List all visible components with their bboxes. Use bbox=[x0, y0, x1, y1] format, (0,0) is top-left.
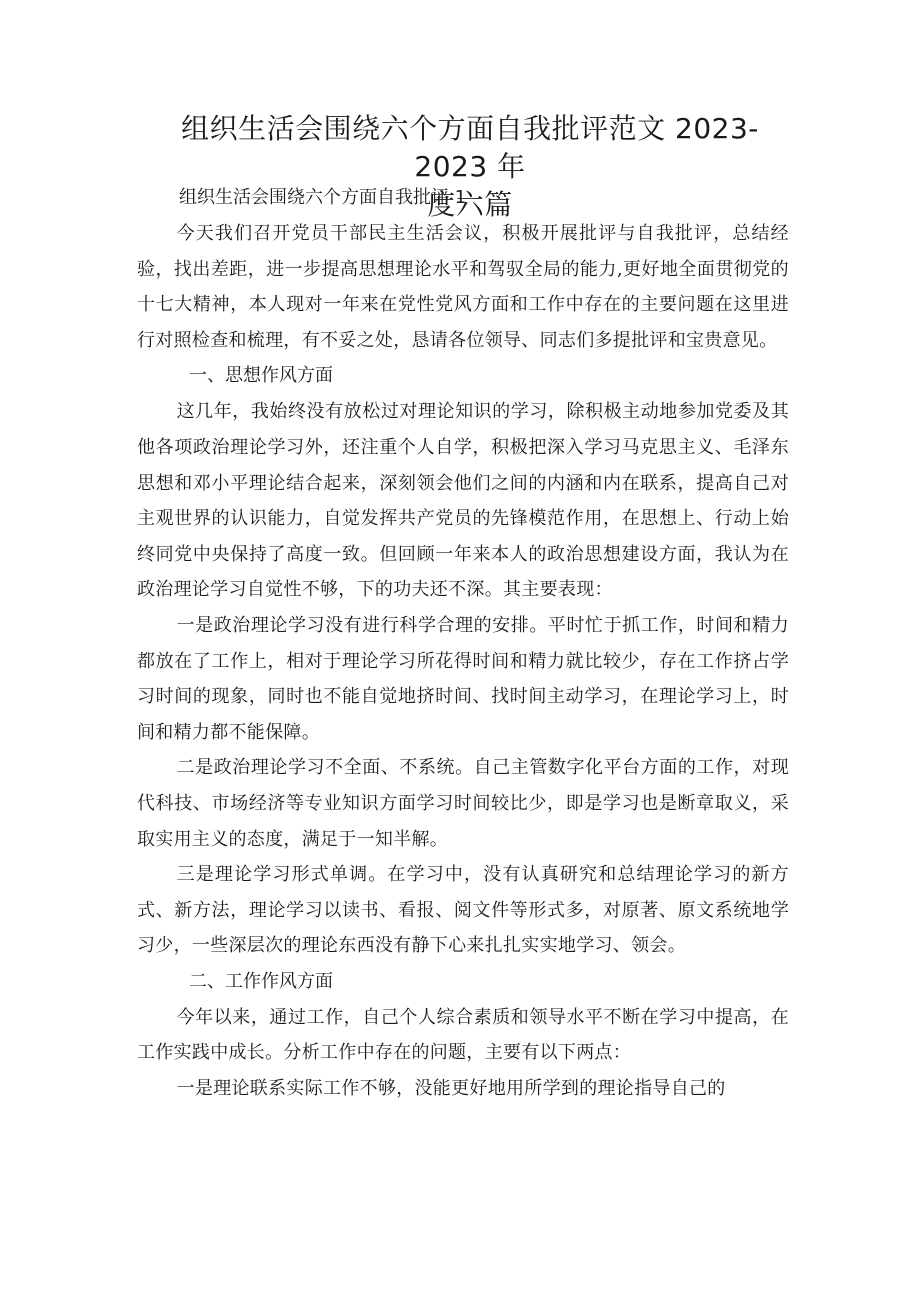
title-line-2: 度六篇 bbox=[427, 188, 513, 221]
document-body bbox=[137, 180, 789, 1107]
section-heading: 二、工作作风方面 bbox=[189, 970, 333, 992]
title-line-1: 组织生活会围绕六个方面自我批评范文 2023-2023 年 bbox=[181, 112, 759, 183]
paragraph: 二是政治理论学习不全面、不系统。自己主管数字化平台方面的工作，对现代科技、市场经济等专业知识方面学习时间较比少，即是学习也是断章取义，采取实用主义的态度，满足于一知半解。 bbox=[137, 757, 789, 850]
paragraph: 一是政治理论学习没有进行科学合理的安排。平时忙于抓工作，时间和精力都放在了工作上，相对于理论学习所花得时间和精力就比较少，存在工作挤占学习时间的现象，同时也不能自觉地挤时间、找时间主动学习，在理论学习上，时间和精力都不能保障。 bbox=[137, 614, 789, 743]
paragraph: 这几年，我始终没有放松过对理论知识的学习，除积极主动地参加党委及其他各项政治理论学习外，还注重个人自学，积极把深入学习马克思主义、毛泽东思想和邓小平理论结合起来，深刻领会他们之间的内涵和内在联系，提高自己对主观世界的认识能力，自觉发挥共产党员的先锋模范作用，在思想上、行动上始终同党中央保持了高度一致。但回顾一年来本人的政治思想建设方面，我认为在政治理论学习自觉性不够，下的功夫还不深。其主要表现： bbox=[137, 401, 789, 601]
section-subheading: 组织生活会围绕六个方面自我批评 1 bbox=[179, 187, 467, 208]
paragraph: 三是理论学习形式单调。在学习中，没有认真研究和总结理论学习的新方式、新方法，理论学习以读书、看报、阅文件等形式多，对原著、原文系统地学习少，一些深层次的理论东西没有静下心来扎扎实实地学习、领会。 bbox=[137, 864, 789, 957]
paragraph: 一是理论联系实际工作不够，没能更好地用所学到的理论指导自己的 bbox=[176, 1078, 726, 1100]
section-heading: 一、思想作风方面 bbox=[189, 365, 333, 387]
paragraph: 今年以来，通过工作，自己个人综合素质和领导水平不断在学习中提高，在工作实践中成长。分析工作中存在的问题，主要有以下两点： bbox=[137, 1006, 789, 1064]
paragraph: 今天我们召开党员干部民主生活会议，积极开展批评与自我批评，总结经验，找出差距，进一步提高思想理论水平和驾驭全局的能力,更好地全面贯彻党的十七大精神，本人现对一年来在党性党风方面和工作中存在的主要问题在这里进行对照检查和梳理，有不妥之处，恳请各位领导、同志们多提批评和宝贵意见。 bbox=[137, 223, 789, 351]
